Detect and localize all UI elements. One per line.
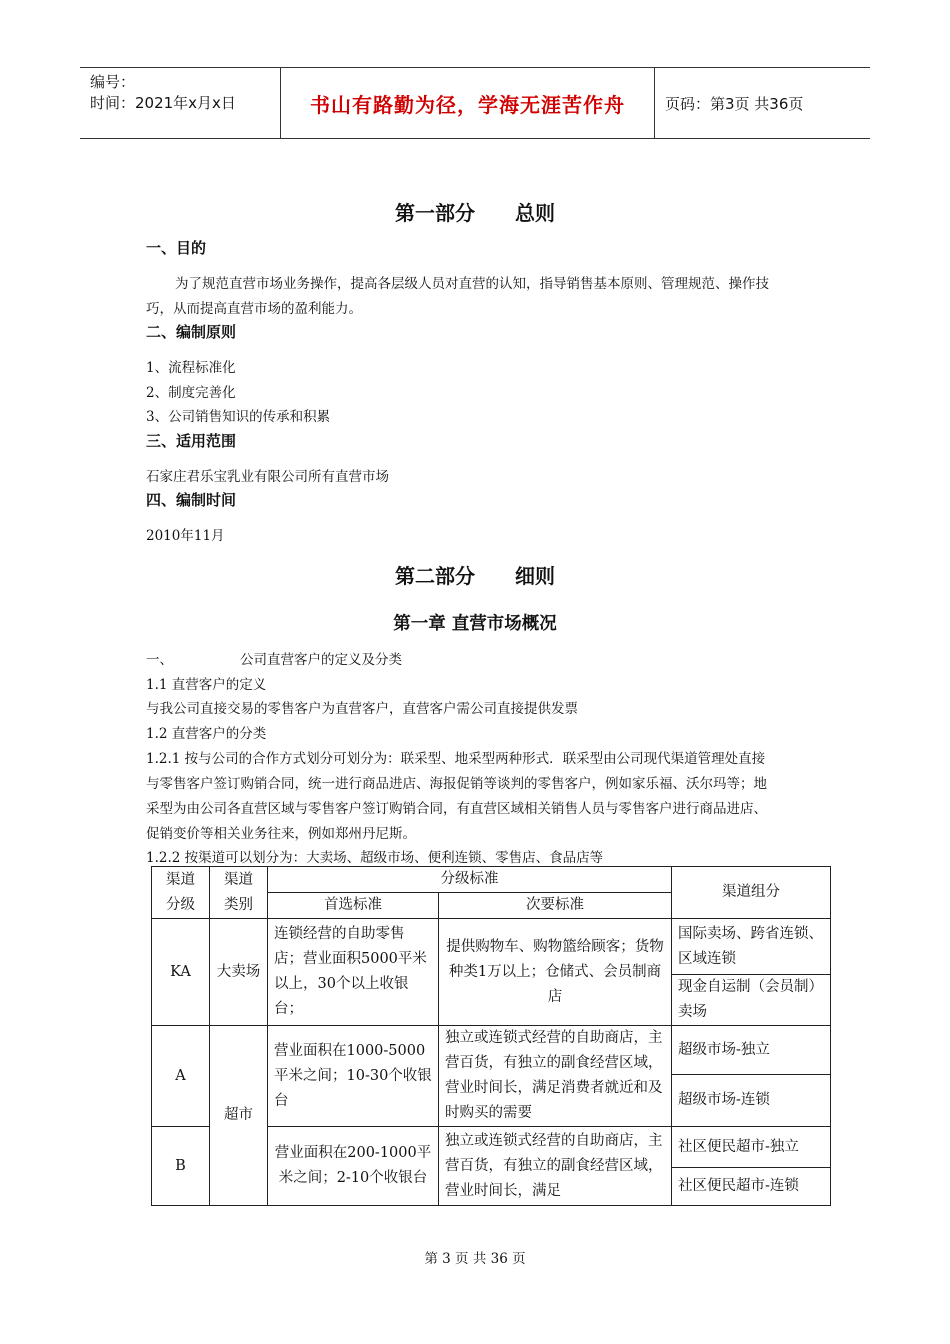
cell-b-group-1: 社区便民超市-独立 bbox=[672, 1127, 831, 1168]
subsection-classification: 1.2 直营客户的分类 bbox=[146, 726, 267, 742]
doc-date: 时间：2021年x月x日 bbox=[90, 94, 236, 112]
cell-type-hypermarket: 大卖场 bbox=[210, 919, 268, 1026]
classification-line: 1.2.1 按与公司的合作方式划分可划分为：联采型、地采型两种形式．联采型由公司现代渠道管理处直接 bbox=[146, 751, 766, 767]
header-standard: 分级标准 bbox=[268, 867, 672, 893]
cell-ka-primary: 连锁经营的自助零售店；营业面积5000平米以上，30个以上收银台； bbox=[268, 919, 439, 1026]
section-principles-title: 二、编制原则 bbox=[146, 323, 237, 341]
section-purpose-body-1: 为了规范直营市场业务操作，提高各层级人员对直营的认知，指导销售基本原则、管理规范、操作技 bbox=[175, 276, 769, 292]
classification-line: 与零售客户签订购销合同，统一进行商品进店、海报促销等谈判的零售客户，例如家乐福、沃尔玛等；地 bbox=[146, 776, 767, 792]
header-standard-secondary: 次要标准 bbox=[439, 893, 672, 919]
header-type bbox=[210, 867, 268, 919]
cell-a-group-2: 超级市场-连锁 bbox=[672, 1075, 831, 1127]
doc-number: 编号： bbox=[90, 73, 136, 91]
part1-title: 第一部分 总则 bbox=[395, 201, 555, 225]
definition-body: 与我公司直接交易的零售客户为直营客户，直营客户需公司直接提供发票 bbox=[146, 701, 578, 717]
header-type-line2: 类别 bbox=[224, 896, 253, 913]
cell-b-secondary: 独立或连锁式经营的自助商店，主营百货，有独立的副食经营区域，营业时间长，满足 bbox=[439, 1127, 672, 1206]
cell-grade-ka: KA bbox=[152, 919, 210, 1026]
list-number: 一、 bbox=[146, 652, 173, 668]
section-time-title: 四、编制时间 bbox=[146, 491, 237, 509]
header-grade bbox=[152, 867, 210, 919]
header-motto: 书山有路勤为径，学海无涯苦作舟 bbox=[281, 68, 655, 138]
principle-item: 1、流程标准化 bbox=[146, 360, 236, 376]
channel-intro: 1.2.2 按渠道可以划分为：大卖场、超级市场、便利连锁、零售店、食品店等 bbox=[146, 850, 604, 866]
header-grade-line2: 分级 bbox=[166, 896, 195, 913]
page-header bbox=[80, 67, 870, 139]
classification-line: 促销变价等相关业务往来，例如郑州丹尼斯。 bbox=[146, 826, 416, 842]
page-footer: 第 3 页 共 36 页 bbox=[424, 1251, 526, 1267]
part2-title: 第二部分 细则 bbox=[395, 564, 555, 588]
cell-a-primary: 营业面积在1000-5000平米之间；10-30个收银台 bbox=[268, 1026, 439, 1127]
subsection-definition: 1.1 直营客户的定义 bbox=[146, 677, 267, 693]
section-purpose-title: 一、目的 bbox=[146, 239, 207, 257]
principle-item: 2、制度完善化 bbox=[146, 385, 236, 401]
cell-grade-b: B bbox=[152, 1127, 210, 1206]
cell-ka-group-1: 国际卖场、跨省连锁、区域连锁 bbox=[672, 919, 831, 975]
cell-ka-secondary: 提供购物车、购物篮给顾客；货物种类1万以上；仓储式、会员制商店 bbox=[439, 919, 672, 1026]
section-purpose-body-2: 巧，从而提高直营市场的盈利能力。 bbox=[146, 301, 362, 317]
section-scope-body: 石家庄君乐宝乳业有限公司所有直营市场 bbox=[146, 469, 389, 485]
section-scope-title: 三、适用范围 bbox=[146, 432, 237, 450]
header-group: 渠道组分 bbox=[672, 867, 831, 919]
cell-grade-a: A bbox=[152, 1026, 210, 1127]
header-page: 页码：第3页 共36页 bbox=[665, 94, 804, 113]
cell-b-group-2: 社区便民超市-连锁 bbox=[672, 1168, 831, 1206]
cell-a-group-1: 超级市场-独立 bbox=[672, 1026, 831, 1075]
chapter-title: 第一章 直营市场概况 bbox=[393, 614, 557, 634]
channel-table bbox=[151, 866, 831, 1206]
cell-a-secondary: 独立或连锁式经营的自助商店，主营百货，有独立的副食经营区域，营业时间长，满足消费者就近和及时购买的需要 bbox=[439, 1026, 672, 1127]
header-meta bbox=[80, 68, 281, 138]
header-type-line1: 渠道 bbox=[224, 871, 253, 888]
section-time-body: 2010年11月 bbox=[146, 528, 225, 544]
cell-ka-group-2: 现金自运制（会员制）卖场 bbox=[672, 975, 831, 1026]
list-heading: 公司直营客户的定义及分类 bbox=[240, 652, 402, 668]
classification-line: 采型为由公司各直营区域与零售客户签订购销合同，有直营区域相关销售人员与零售客户进行商品进店、 bbox=[146, 801, 767, 817]
header-grade-line1: 渠道 bbox=[166, 871, 195, 888]
cell-b-primary: 营业面积在200-1000平米之间；2-10个收银台 bbox=[268, 1127, 439, 1206]
cell-type-supermarket: 超市 bbox=[210, 1026, 268, 1206]
principle-item: 3、公司销售知识的传承和积累 bbox=[146, 409, 331, 425]
header-standard-primary: 首选标准 bbox=[268, 893, 439, 919]
